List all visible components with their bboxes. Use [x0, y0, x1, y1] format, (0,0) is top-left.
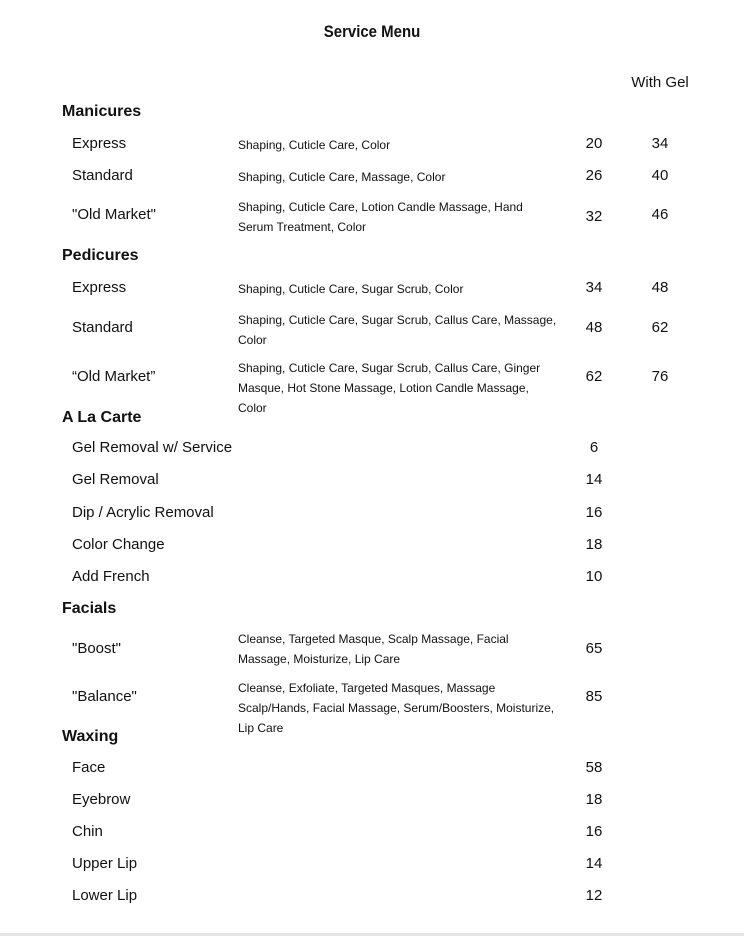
service-price: 34 — [585, 279, 603, 296]
service-name: Gel Removal w/ Service — [72, 439, 233, 456]
service-name: Lower Lip — [72, 887, 138, 904]
service-price: 48 — [585, 319, 603, 336]
service-description: Shaping, Cuticle Care, Massage, Color — [238, 170, 446, 184]
section-heading-a-la-carte: A La Carte — [62, 409, 142, 426]
service-price: 16 — [585, 823, 603, 840]
service-gel-price: 76 — [651, 368, 669, 385]
service-price: 58 — [585, 759, 603, 776]
service-price: 26 — [585, 167, 603, 184]
section-heading-waxing: Waxing — [62, 728, 119, 745]
service-name: Chin — [72, 823, 103, 840]
section-heading-facials: Facials — [62, 600, 117, 617]
service-price: 12 — [585, 887, 603, 904]
service-name: Dip / Acrylic Removal — [72, 504, 214, 521]
service-name: Face — [72, 759, 106, 776]
page-title: Service Menu — [323, 22, 421, 41]
service-price: 85 — [585, 688, 603, 705]
with-gel-column-header: With Gel — [631, 74, 689, 91]
service-gel-price: 46 — [651, 206, 669, 223]
service-gel-price: 40 — [651, 167, 669, 184]
service-name: Standard — [72, 167, 133, 184]
service-price: 6 — [589, 439, 599, 456]
service-gel-price: 48 — [651, 279, 669, 296]
service-name: "Balance" — [72, 688, 137, 705]
service-price: 62 — [585, 368, 603, 385]
service-name: Gel Removal — [72, 471, 159, 488]
service-price: 18 — [585, 536, 603, 553]
service-description: Shaping, Cuticle Care, Color — [238, 138, 391, 152]
service-name: "Boost" — [72, 640, 122, 657]
service-price: 20 — [585, 135, 603, 152]
service-description: Shaping, Cuticle Care, Sugar Scrub, Callus Care, Massage, Color — [238, 313, 557, 347]
service-description: Shaping, Cuticle Care, Sugar Scrub, Color — [238, 282, 464, 296]
service-price: 16 — [585, 504, 603, 521]
service-gel-price: 62 — [651, 319, 669, 336]
service-price: 65 — [585, 640, 603, 657]
service-name: Express — [72, 279, 127, 296]
service-description: Cleanse, Exfoliate, Targeted Masques, Massage Scalp/Hands, Facial Massage, Serum/Boosters, Moisturize, Lip Care — [238, 681, 555, 735]
service-price: 18 — [585, 791, 603, 808]
service-name: Add French — [72, 568, 150, 585]
service-description: Shaping, Cuticle Care, Sugar Scrub, Callus Care, Ginger Masque, Hot Stone Massage, Lotion Candle Massage, Color — [238, 361, 541, 415]
service-name: Color Change — [72, 536, 165, 553]
section-heading-pedicures: Pedicures — [62, 247, 139, 264]
section-heading-manicures: Manicures — [62, 103, 142, 120]
service-name: Upper Lip — [72, 855, 138, 872]
service-description: Cleanse, Targeted Masque, Scalp Massage, Facial Massage, Moisturize, Lip Care — [238, 632, 509, 666]
service-price: 14 — [585, 471, 603, 488]
service-price: 14 — [585, 855, 603, 872]
service-name: Standard — [72, 319, 133, 336]
service-name: "Old Market" — [72, 206, 157, 223]
service-name: Eyebrow — [72, 791, 131, 808]
service-description: Shaping, Cuticle Care, Lotion Candle Massage, Hand Serum Treatment, Color — [238, 200, 523, 234]
service-price: 10 — [585, 568, 603, 585]
service-name: Express — [72, 135, 127, 152]
service-gel-price: 34 — [651, 135, 669, 152]
service-name: “Old Market” — [72, 368, 156, 385]
service-price: 32 — [585, 208, 603, 225]
